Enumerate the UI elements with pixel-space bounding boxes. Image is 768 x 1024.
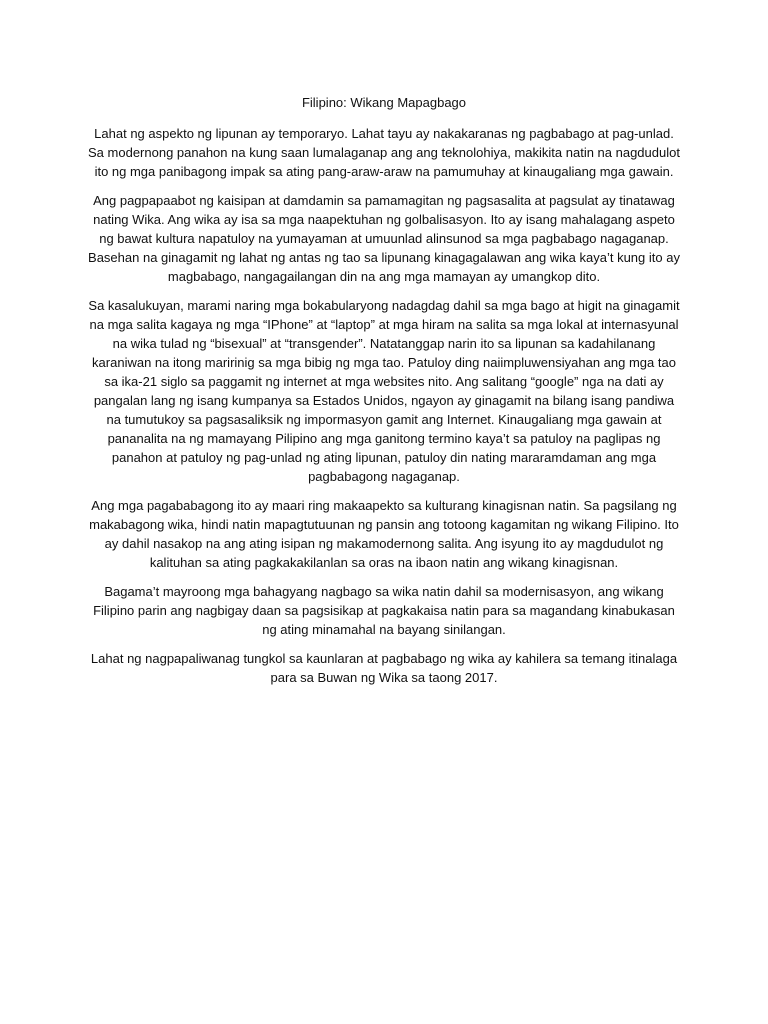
paragraph-3: Sa kasalukuyan, marami naring mga bokabularyong nadagdag dahil sa mga bago at higit na ginagamit na mga salita kagaya ng mga “IPhone” at “laptop” at mga hiram na salita sa mga lokal at internasyunal na wika tulad ng “bisexual” at “transgender”. Natatanggap narin ito sa lipunan sa kadahilanang karaniwan na itong maririnig sa mga bibig ng mga tao. Patuloy ding naiimpluwensiyahan ang mga tao sa ika-21 siglo sa paggamit ng internet at mga websites nito. Ang salitang “google” nga na dati ay pangalan lang ng isang kumpanya sa Estados Unidos, ngayon ay ginagamit na bilang isang pandiwa na tumutukoy sa pagsasaliksik ng impormasyon gamit ang Internet. Kinaugaliang mga gawain at pananalita na ng mamayang Pilipino ang mga ganitong termino kaya’t sa patuloy na paglipas ng panahon at patuloy ng pag-unlad ng ating lipunan, patuloy din nating mararamdaman ang mga pagbabagong nagaganap. — [88, 298, 680, 484]
document-title: Filipino: Wikang Mapagbago — [301, 95, 467, 110]
paragraph-2: Ang pagpapaabot ng kaisipan at damdamin sa pamamagitan ng pagsasalita at pagsulat ay tinatawag nating Wika. Ang wika ay isa sa mga naapektuhan ng golbalisasyon. Ito ay isang mahalagang aspeto ng bawat kultura napatuloy na yumayaman at umuunlad alinsunod sa mga pagbabago nagaganap. Basehan na ginagamit ng lahat ng antas ng tao sa lipunang kinagagalawan ang wika kaya’t kung ito ay magbabago, nangagailangan din na ang mga mamayan ay umangkop dito. — [88, 193, 680, 284]
document-body — [88, 93, 680, 697]
paragraph-5: Bagama’t mayroong mga bahagyang nagbago sa wika natin dahil sa modernisasyon, ang wikang Filipino parin ang nagbigay daan sa pagsisikap at pagkakaisa natin para sa magandang kinabukasan ng ating minamahal na bayang sinilangan. — [93, 584, 675, 637]
paragraph-6: Lahat ng nagpapaliwanag tungkol sa kaunlaran at pagbabago ng wika ay kahilera sa temang itinalaga para sa Buwan ng Wika sa taong 2017. — [90, 651, 678, 685]
paragraph-4: Ang mga pagababagong ito ay maari ring makaapekto sa kulturang kinagisnan natin. Sa pagsilang ng makabagong wika, hindi natin mapagtutuunan ng pansin ang totoong kagamitan ng wikang Filipino. Ito ay dahil nasakop na ang ating isipan ng makamodernong salita. Ang isyung ito ay magdudulot ng kalituhan sa ating pagkakakilanlan sa oras na ibaon natin ang wikang kinagisnan. — [89, 498, 679, 570]
paragraph-1: Lahat ng aspekto ng lipunan ay temporaryo. Lahat tayu ay nakakaranas ng pagbabago at pag-unlad. Sa modernong panahon na kung saan lumalaganap ang ang teknolohiya, makikita natin na nagdudulot ito ng mga panibagong impak sa ating pang-araw-araw na pamumuhay at kinaugaliang mga gawain. — [88, 126, 680, 179]
